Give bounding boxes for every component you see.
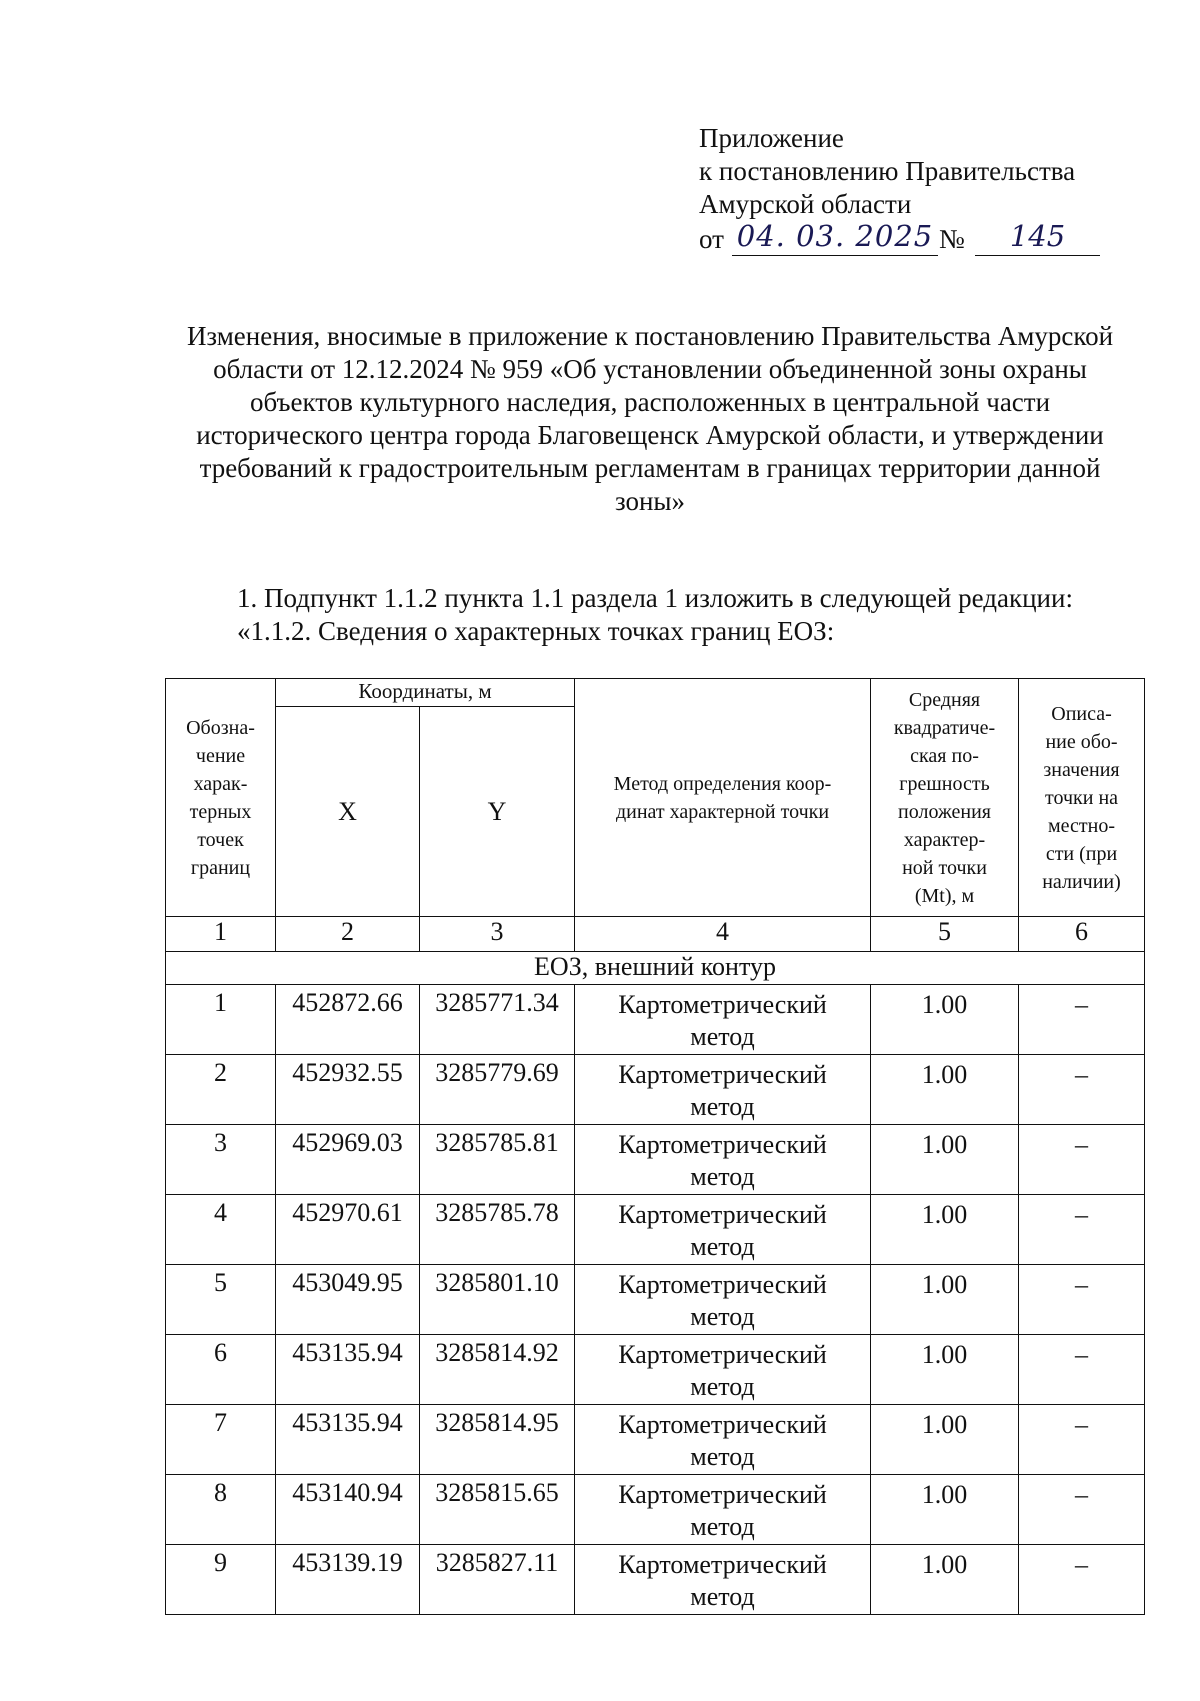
table-row	[166, 1475, 1145, 1545]
from-label: от	[699, 224, 724, 254]
column-number: 1	[166, 917, 276, 952]
coordinate-y: 3285814.92	[420, 1335, 575, 1405]
point-number: 4	[166, 1195, 276, 1265]
method: Картометрический метод	[575, 1545, 871, 1615]
method: Картометрический метод	[575, 1055, 871, 1125]
appendix-date-number-line	[699, 221, 1119, 261]
coordinate-x: 452969.03	[276, 1125, 420, 1195]
table-row	[166, 1335, 1145, 1405]
coordinate-x: 452970.61	[276, 1195, 420, 1265]
point-description: –	[1019, 1125, 1145, 1195]
table-row	[166, 1265, 1145, 1335]
coordinate-x: 453135.94	[276, 1335, 420, 1405]
coordinate-y: 3285771.34	[420, 985, 575, 1055]
coordinate-x: 452932.55	[276, 1055, 420, 1125]
table-row	[166, 985, 1145, 1055]
coordinate-y: 3285814.95	[420, 1405, 575, 1475]
coordinate-y: 3285785.81	[420, 1125, 575, 1195]
method: Картометрический метод	[575, 1265, 871, 1335]
instruction-paragraph	[237, 582, 1137, 648]
mean-error: 1.00	[871, 1125, 1019, 1195]
header-method: Метод определения коор- динат характерной точки	[575, 679, 871, 917]
table-row	[166, 1195, 1145, 1265]
title-line: области от 12.12.2024 № 959 «Об установлении объединенной зоны охраны	[213, 354, 1087, 384]
column-number: 3	[420, 917, 575, 952]
column-number: 4	[575, 917, 871, 952]
coordinate-y: 3285779.69	[420, 1055, 575, 1125]
point-number: 9	[166, 1545, 276, 1615]
point-number: 1	[166, 985, 276, 1055]
appendix-line-3: Амурской области	[699, 189, 912, 219]
header-coordinates-group: Координаты, м	[276, 679, 575, 707]
point-description: –	[1019, 1335, 1145, 1405]
coordinate-x: 453139.19	[276, 1545, 420, 1615]
coordinate-x: 453049.95	[276, 1265, 420, 1335]
section-row	[166, 952, 1145, 985]
number-sign: №	[939, 224, 965, 254]
title-line: Изменения, вносимые в приложение к постановлению Правительства Амурской	[186, 321, 1114, 351]
mean-error: 1.00	[871, 1055, 1019, 1125]
method: Картометрический метод	[575, 1195, 871, 1265]
coordinate-x: 452872.66	[276, 985, 420, 1055]
mean-error: 1.00	[871, 1335, 1019, 1405]
point-description: –	[1019, 1545, 1145, 1615]
point-number: 7	[166, 1405, 276, 1475]
table-row	[166, 1055, 1145, 1125]
mean-error: 1.00	[871, 985, 1019, 1055]
section-title: ЕОЗ, внешний контур	[166, 952, 1145, 985]
boundary-points-table	[165, 678, 1145, 1615]
header-mean-error: Средняя квадратиче- ская по- грешность положения характер- ной точки (Mt), м	[871, 679, 1019, 917]
method: Картометрический метод	[575, 1475, 871, 1545]
table-row	[166, 1125, 1145, 1195]
point-description: –	[1019, 985, 1145, 1055]
header-x: X	[276, 707, 420, 917]
mean-error: 1.00	[871, 1265, 1019, 1335]
column-number: 2	[276, 917, 420, 952]
point-description: –	[1019, 1405, 1145, 1475]
title-line: требований к градостроительным регламентам в границах территории данной	[199, 453, 1101, 483]
point-number: 5	[166, 1265, 276, 1335]
appendix-header	[699, 122, 1119, 261]
document-title	[150, 320, 1150, 518]
coordinate-y: 3285785.78	[420, 1195, 575, 1265]
handwritten-date: 04. 03. 2025	[732, 221, 938, 256]
coordinate-y: 3285801.10	[420, 1265, 575, 1335]
method: Картометрический метод	[575, 1405, 871, 1475]
appendix-line-2: к постановлению Правительства	[699, 156, 1076, 186]
coordinate-x: 453140.94	[276, 1475, 420, 1545]
method: Картометрический метод	[575, 985, 871, 1055]
mean-error: 1.00	[871, 1405, 1019, 1475]
handwritten-number: 145	[975, 221, 1100, 256]
title-line: объектов культурного наследия, расположенных в центральной части	[249, 387, 1051, 417]
title-line: зоны»	[614, 486, 686, 516]
point-number: 3	[166, 1125, 276, 1195]
point-description: –	[1019, 1475, 1145, 1545]
point-description: –	[1019, 1195, 1145, 1265]
method: Картометрический метод	[575, 1335, 871, 1405]
coordinate-y: 3285815.65	[420, 1475, 575, 1545]
point-number: 6	[166, 1335, 276, 1405]
coordinate-x: 453135.94	[276, 1405, 420, 1475]
header-point-designation: Обозна- чение харак- терных точек границ	[166, 679, 276, 917]
header-point-description: Описа- ние обо- значения точки на местно- сти (при наличии)	[1019, 679, 1145, 917]
method: Картометрический метод	[575, 1125, 871, 1195]
point-number: 2	[166, 1055, 276, 1125]
point-description: –	[1019, 1055, 1145, 1125]
point-number: 8	[166, 1475, 276, 1545]
mean-error: 1.00	[871, 1475, 1019, 1545]
table-row	[166, 1405, 1145, 1475]
header-y: Y	[420, 707, 575, 917]
appendix-line-1: Приложение	[699, 123, 844, 153]
column-numbers-row	[166, 917, 1145, 952]
mean-error: 1.00	[871, 1545, 1019, 1615]
coordinate-y: 3285827.11	[420, 1545, 575, 1615]
mean-error: 1.00	[871, 1195, 1019, 1265]
title-line: исторического центра города Благовещенск Амурской области, и утверждении	[196, 420, 1104, 450]
table-row	[166, 1545, 1145, 1615]
instruction-line-1: 1. Подпункт 1.1.2 пункта 1.1 раздела 1 изложить в следующей редакции:	[237, 583, 1073, 613]
point-description: –	[1019, 1265, 1145, 1335]
column-number: 5	[871, 917, 1019, 952]
instruction-line-2: «1.1.2. Сведения о характерных точках границ ЕОЗ:	[237, 616, 835, 646]
column-number: 6	[1019, 917, 1145, 952]
